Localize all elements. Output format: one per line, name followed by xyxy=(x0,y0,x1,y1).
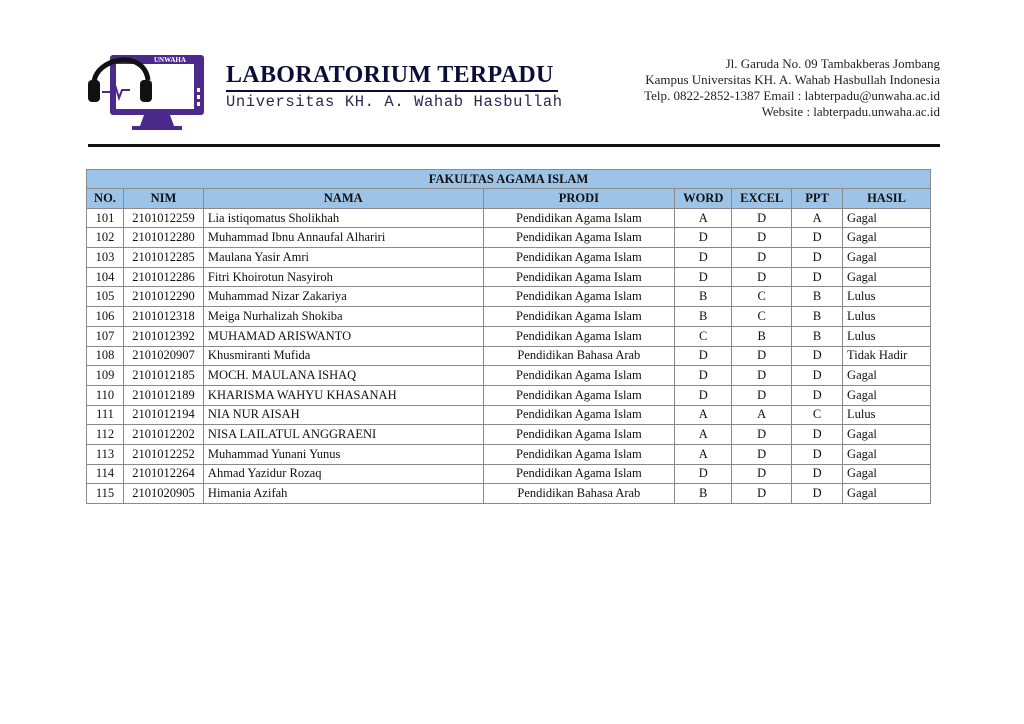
cell-nim: 2101012189 xyxy=(123,385,203,405)
lab-title: LABORATORIUM TERPADU xyxy=(226,62,554,88)
table-row xyxy=(87,307,931,327)
cell-excel: D xyxy=(732,425,792,445)
cell-excel: A xyxy=(732,405,792,425)
logo-text: UNWAHA xyxy=(154,56,186,64)
cell-excel: C xyxy=(732,307,792,327)
cell-ppt: D xyxy=(792,425,843,445)
faculty-header: FAKULTAS AGAMA ISLAM xyxy=(87,170,931,189)
cell-nama: Muhammad Nizar Zakariya xyxy=(203,287,483,307)
cell-word: B xyxy=(675,307,732,327)
address-line: Telp. 0822-2852-1387 Email : labterpadu@unwaha.ac.id xyxy=(644,88,940,103)
cell-no: 101 xyxy=(87,208,124,228)
cell-nama: Maulana Yasir Amri xyxy=(203,248,483,268)
cell-nim: 2101012286 xyxy=(123,267,203,287)
cell-prodi: Pendidikan Agama Islam xyxy=(483,405,675,425)
table-row xyxy=(87,208,931,228)
cell-prodi: Pendidikan Agama Islam xyxy=(483,287,675,307)
cell-word: D xyxy=(675,248,732,268)
cell-ppt: D xyxy=(792,267,843,287)
header-divider xyxy=(88,144,940,147)
cell-nama: Fitri Khoirotun Nasyiroh xyxy=(203,267,483,287)
cell-prodi: Pendidikan Agama Islam xyxy=(483,307,675,327)
cell-word: D xyxy=(675,366,732,386)
cell-excel: B xyxy=(732,326,792,346)
cell-ppt: D xyxy=(792,228,843,248)
cell-nim: 2101020905 xyxy=(123,484,203,504)
cell-word: D xyxy=(675,228,732,248)
cell-nim: 2101012264 xyxy=(123,464,203,484)
cell-no: 107 xyxy=(87,326,124,346)
cell-ppt: D xyxy=(792,346,843,366)
cell-nim: 2101012185 xyxy=(123,366,203,386)
cell-word: A xyxy=(675,208,732,228)
cell-prodi: Pendidikan Bahasa Arab xyxy=(483,484,675,504)
table-row xyxy=(87,248,931,268)
cell-excel: D xyxy=(732,366,792,386)
cell-no: 106 xyxy=(87,307,124,327)
cell-no: 108 xyxy=(87,346,124,366)
table-row xyxy=(87,267,931,287)
cell-prodi: Pendidikan Agama Islam xyxy=(483,248,675,268)
cell-ppt: D xyxy=(792,248,843,268)
table-row xyxy=(87,287,931,307)
cell-no: 115 xyxy=(87,484,124,504)
cell-nim: 2101012285 xyxy=(123,248,203,268)
cell-prodi: Pendidikan Agama Islam xyxy=(483,267,675,287)
cell-ppt: D xyxy=(792,484,843,504)
cell-nim: 2101012280 xyxy=(123,228,203,248)
cell-hasil: Gagal xyxy=(843,267,931,287)
cell-word: A xyxy=(675,405,732,425)
cell-hasil: Lulus xyxy=(843,326,931,346)
cell-prodi: Pendidikan Agama Islam xyxy=(483,444,675,464)
table-row xyxy=(87,326,931,346)
cell-no: 104 xyxy=(87,267,124,287)
cell-excel: D xyxy=(732,248,792,268)
title-underline xyxy=(226,90,558,92)
cell-ppt: D xyxy=(792,464,843,484)
cell-excel: D xyxy=(732,267,792,287)
cell-nama: Muhammad Ibnu Annaufal Alhariri xyxy=(203,228,483,248)
cell-word: B xyxy=(675,287,732,307)
cell-word: C xyxy=(675,326,732,346)
cell-no: 103 xyxy=(87,248,124,268)
column-header: NO. xyxy=(87,189,124,209)
cell-hasil: Gagal xyxy=(843,444,931,464)
cell-hasil: Gagal xyxy=(843,484,931,504)
table-row xyxy=(87,484,931,504)
cell-prodi: Pendidikan Agama Islam xyxy=(483,228,675,248)
cell-prodi: Pendidikan Agama Islam xyxy=(483,464,675,484)
address-line: Website : labterpadu.unwaha.ac.id xyxy=(761,104,940,119)
cell-prodi: Pendidikan Agama Islam xyxy=(483,385,675,405)
cell-no: 109 xyxy=(87,366,124,386)
cell-nim: 2101012194 xyxy=(123,405,203,425)
cell-word: D xyxy=(675,346,732,366)
cell-no: 111 xyxy=(87,405,124,425)
cell-nama: NIA NUR AISAH xyxy=(203,405,483,425)
cell-prodi: Pendidikan Bahasa Arab xyxy=(483,346,675,366)
cell-hasil: Tidak Hadir xyxy=(843,346,931,366)
cell-ppt: C xyxy=(792,405,843,425)
cell-ppt: B xyxy=(792,307,843,327)
cell-hasil: Lulus xyxy=(843,405,931,425)
table-row xyxy=(87,405,931,425)
cell-hasil: Lulus xyxy=(843,287,931,307)
cell-prodi: Pendidikan Agama Islam xyxy=(483,366,675,386)
cell-nim: 2101012392 xyxy=(123,326,203,346)
cell-nim: 2101012202 xyxy=(123,425,203,445)
cell-prodi: Pendidikan Agama Islam xyxy=(483,208,675,228)
cell-excel: D xyxy=(732,484,792,504)
address-line: Jl. Garuda No. 09 Tambakberas Jombang xyxy=(725,56,940,71)
cell-excel: D xyxy=(732,228,792,248)
cell-excel: D xyxy=(732,385,792,405)
cell-excel: D xyxy=(732,444,792,464)
cell-hasil: Gagal xyxy=(843,385,931,405)
cell-nim: 2101012318 xyxy=(123,307,203,327)
cell-word: D xyxy=(675,385,732,405)
cell-hasil: Gagal xyxy=(843,464,931,484)
table-row xyxy=(87,385,931,405)
cell-nama: MUHAMAD ARISWANTO xyxy=(203,326,483,346)
cell-excel: C xyxy=(732,287,792,307)
column-header: EXCEL xyxy=(732,189,792,209)
cell-word: D xyxy=(675,267,732,287)
cell-nama: NISA LAILATUL ANGGRAENI xyxy=(203,425,483,445)
cell-no: 110 xyxy=(87,385,124,405)
cell-nama: Lia istiqomatus Sholikhah xyxy=(203,208,483,228)
cell-word: A xyxy=(675,444,732,464)
cell-hasil: Gagal xyxy=(843,208,931,228)
column-header: NAMA xyxy=(203,189,483,209)
cell-word: B xyxy=(675,484,732,504)
cell-nim: 2101012252 xyxy=(123,444,203,464)
cell-excel: D xyxy=(732,346,792,366)
cell-nama: KHARISMA WAHYU KHASANAH xyxy=(203,385,483,405)
cell-ppt: D xyxy=(792,366,843,386)
cell-hasil: Gagal xyxy=(843,248,931,268)
cell-hasil: Gagal xyxy=(843,228,931,248)
column-header: PRODI xyxy=(483,189,675,209)
column-header: PPT xyxy=(792,189,843,209)
cell-nama: MOCH. MAULANA ISHAQ xyxy=(203,366,483,386)
cell-no: 112 xyxy=(87,425,124,445)
results-table xyxy=(86,169,931,504)
cell-word: A xyxy=(675,425,732,445)
table-row xyxy=(87,228,931,248)
address-line: Kampus Universitas KH. A. Wahab Hasbullah Indonesia xyxy=(645,72,940,87)
cell-nama: Meiga Nurhalizah Shokiba xyxy=(203,307,483,327)
cell-excel: D xyxy=(732,208,792,228)
cell-nama: Khusmiranti Mufida xyxy=(203,346,483,366)
table-row xyxy=(87,444,931,464)
cell-hasil: Lulus xyxy=(843,307,931,327)
cell-no: 102 xyxy=(87,228,124,248)
cell-hasil: Gagal xyxy=(843,366,931,386)
cell-nama: Muhammad Yunani Yunus xyxy=(203,444,483,464)
cell-ppt: D xyxy=(792,385,843,405)
lab-subtitle: Universitas KH. A. Wahab Hasbullah xyxy=(226,93,563,111)
cell-prodi: Pendidikan Agama Islam xyxy=(483,425,675,445)
cell-no: 113 xyxy=(87,444,124,464)
table-row xyxy=(87,464,931,484)
cell-ppt: B xyxy=(792,287,843,307)
cell-prodi: Pendidikan Agama Islam xyxy=(483,326,675,346)
address-block xyxy=(644,56,940,120)
unwaha-logo xyxy=(84,40,210,134)
column-header-row xyxy=(87,189,931,209)
cell-nim: 2101012290 xyxy=(123,287,203,307)
cell-word: D xyxy=(675,464,732,484)
column-header: NIM xyxy=(123,189,203,209)
cell-ppt: A xyxy=(792,208,843,228)
cell-nama: Ahmad Yazidur Rozaq xyxy=(203,464,483,484)
column-header: WORD xyxy=(675,189,732,209)
cell-nim: 2101020907 xyxy=(123,346,203,366)
cell-nim: 2101012259 xyxy=(123,208,203,228)
cell-ppt: D xyxy=(792,444,843,464)
column-header: HASIL xyxy=(843,189,931,209)
table-row xyxy=(87,366,931,386)
table-row xyxy=(87,425,931,445)
cell-hasil: Gagal xyxy=(843,425,931,445)
table-row xyxy=(87,346,931,366)
cell-nama: Himania Azifah xyxy=(203,484,483,504)
cell-no: 105 xyxy=(87,287,124,307)
cell-no: 114 xyxy=(87,464,124,484)
cell-ppt: B xyxy=(792,326,843,346)
cell-excel: D xyxy=(732,464,792,484)
